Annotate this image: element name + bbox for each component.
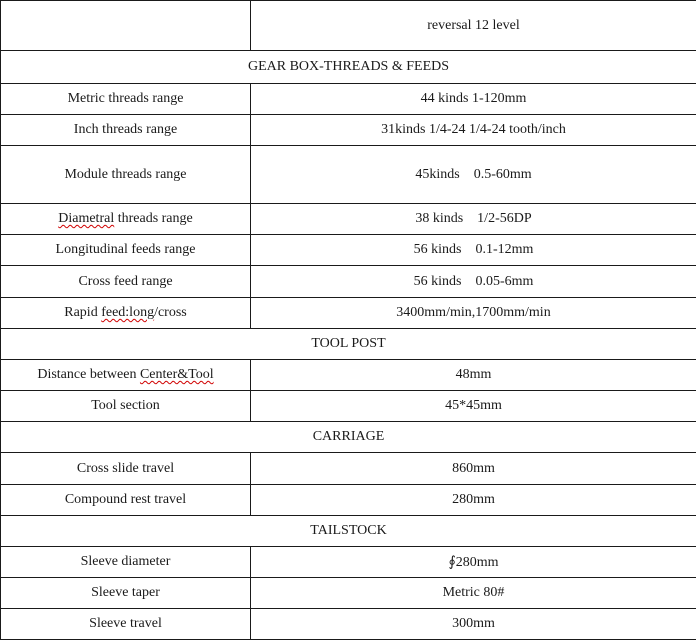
spec-value: 45kinds 0.5-60mm <box>251 146 696 204</box>
spec-value: 38 kinds 1/2-56DP <box>251 204 696 235</box>
table-row <box>1 609 696 640</box>
section-title: GEAR BOX-THREADS & FEEDS <box>1 51 696 84</box>
spellcheck-word: feed:long <box>101 305 155 320</box>
section-header-tool-post <box>1 329 696 360</box>
top-value-cell: reversal 12 level <box>251 1 696 51</box>
label-text: Distance between <box>37 367 140 382</box>
spec-label <box>1 360 251 391</box>
section-title: TOOL POST <box>1 329 696 360</box>
spec-value: 48mm <box>251 360 696 391</box>
table-row <box>1 485 696 516</box>
spec-label <box>1 204 251 235</box>
spec-value: 3400mm/min,1700mm/min <box>251 298 696 329</box>
table-row <box>1 547 696 578</box>
section-title: TAILSTOCK <box>1 516 696 547</box>
spec-value: ∮280mm <box>251 547 696 578</box>
spec-value: 860mm <box>251 453 696 485</box>
spec-label: Module threads range <box>1 146 251 204</box>
table-row <box>1 146 696 204</box>
spec-value: 56 kinds 0.05-6mm <box>251 266 696 298</box>
spellcheck-word: Diametral <box>58 211 115 226</box>
spec-value: Metric 80# <box>251 578 696 609</box>
spellcheck-word: Center&Tool <box>139 367 214 382</box>
table-row <box>1 204 696 235</box>
spec-label: Longitudinal feeds range <box>1 235 251 266</box>
section-header-gearbox <box>1 51 696 84</box>
table-row <box>1 235 696 266</box>
spec-value: 31kinds 1/4-24 1/4-24 tooth/inch <box>251 115 696 146</box>
spec-label: Compound rest travel <box>1 485 251 516</box>
table-row <box>1 578 696 609</box>
section-header-carriage <box>1 422 696 453</box>
spec-label: Sleeve diameter <box>1 547 251 578</box>
table-row <box>1 391 696 422</box>
table-row <box>1 360 696 391</box>
spec-label: Sleeve travel <box>1 609 251 640</box>
section-header-tailstock <box>1 516 696 547</box>
spec-label: Sleeve taper <box>1 578 251 609</box>
table-row <box>1 115 696 146</box>
spec-value: 280mm <box>251 485 696 516</box>
spec-value: 45*45mm <box>251 391 696 422</box>
spec-label: Tool section <box>1 391 251 422</box>
spec-label: Metric threads range <box>1 84 251 115</box>
section-title: CARRIAGE <box>1 422 696 453</box>
table-row <box>1 84 696 115</box>
label-text: threads range <box>114 211 193 226</box>
spec-value: 44 kinds 1-120mm <box>251 84 696 115</box>
table-row <box>1 266 696 298</box>
label-text: Rapid <box>64 305 102 320</box>
table-row <box>1 453 696 485</box>
spec-label: Inch threads range <box>1 115 251 146</box>
spec-label: Cross feed range <box>1 266 251 298</box>
top-label-cell <box>1 1 251 51</box>
label-text: /cross <box>154 305 187 320</box>
spec-label <box>1 298 251 329</box>
spec-label: Cross slide travel <box>1 453 251 485</box>
spec-value: 56 kinds 0.1-12mm <box>251 235 696 266</box>
table-row <box>1 298 696 329</box>
table-row <box>1 1 696 51</box>
spec-value: 300mm <box>251 609 696 640</box>
